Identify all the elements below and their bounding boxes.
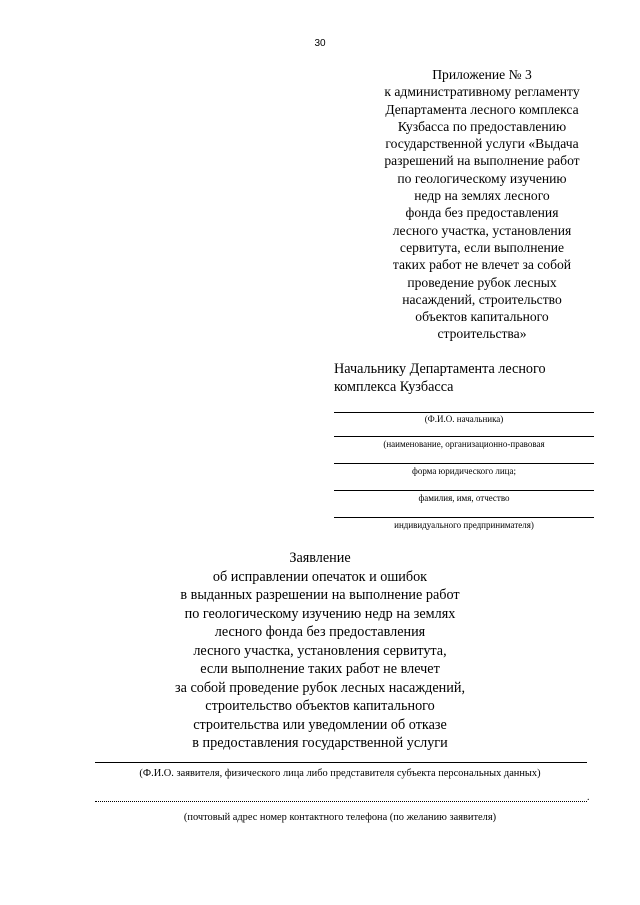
fio-head-caption: (Ф.И.О. начальника) xyxy=(424,414,504,424)
statement-line: строительства или уведомлении об отказе xyxy=(193,716,447,733)
applicant-name-caption: (Ф.И.О. заявителя, физического лица либо представителя субъекта персональных данных) xyxy=(139,768,541,779)
statement-line: по геологическому изучению недр на землях xyxy=(184,605,456,622)
org-name-line xyxy=(334,436,594,437)
appendix-line: лесного участка, установления xyxy=(392,222,572,238)
addressee-line: комплекса Кузбасса xyxy=(334,379,454,395)
appendix-line: разрешений на выполнение работ xyxy=(384,153,580,169)
statement-line: за собой проведение рубок лесных насаждений, xyxy=(175,679,465,696)
appendix-line: таких работ не влечет за собой xyxy=(392,257,572,273)
appendix-line: фонда без предоставления xyxy=(405,205,559,221)
addressee xyxy=(334,360,604,396)
appendix-line: насаждений, строительство xyxy=(402,291,562,307)
address-line-dot: . xyxy=(587,792,590,803)
appendix-line: строительства» xyxy=(437,326,527,342)
statement-line: лесного фонда без предоставления xyxy=(214,624,426,640)
appendix-line: Кузбасса по предоставлению xyxy=(397,118,567,134)
appendix-line: Департамента лесного комплекса xyxy=(385,101,579,117)
legal-form-line xyxy=(334,463,594,464)
statement-line: если выполнение таких работ не влечет xyxy=(200,661,440,677)
entrepreneur-line xyxy=(334,517,594,518)
entrepreneur-caption: индивидуального предпринимателя) xyxy=(394,520,534,530)
entrepreneur-name-caption: фамилия, имя, отчество xyxy=(418,493,510,503)
appendix-line: к административному регламенту xyxy=(384,84,580,100)
appendix-line: государственной услуги «Выдача xyxy=(385,136,579,152)
appendix-line: объектов капитального xyxy=(415,309,549,325)
address-line xyxy=(95,801,587,802)
appendix-line: по геологическому изучению xyxy=(397,170,567,186)
org-name-caption: (наименование, организационно-правовая xyxy=(383,439,545,449)
addressee-line: Начальнику Департамента лесного xyxy=(334,361,546,377)
fio-head-line xyxy=(334,412,594,413)
appendix-line: проведение рубок лесных xyxy=(407,274,557,290)
appendix-header xyxy=(352,66,612,343)
statement-line: лесного участка, установления сервитута, xyxy=(193,642,447,659)
page-number: 30 xyxy=(314,38,326,49)
statement-line: об исправлении опечаток и ошибок xyxy=(212,568,428,585)
statement-title xyxy=(150,549,490,753)
appendix-line: недр на землях лесного xyxy=(414,188,550,204)
statement-line: в выданных разрешении на выполнение работ xyxy=(180,587,460,603)
appendix-line: сервитута, если выполнение xyxy=(399,239,565,255)
statement-line: в предоставления государственной услуги xyxy=(192,735,448,751)
statement-line: строительство объектов капитального xyxy=(205,698,435,714)
entrepreneur-name-line xyxy=(334,490,594,491)
appendix-line: Приложение № 3 xyxy=(432,67,532,82)
legal-form-caption: форма юридического лица; xyxy=(411,466,516,476)
applicant-name-line xyxy=(95,762,587,763)
statement-line: Заявление xyxy=(289,550,351,566)
address-caption: (почтовый адрес номер контактного телефона (по желанию заявителя) xyxy=(183,812,497,823)
